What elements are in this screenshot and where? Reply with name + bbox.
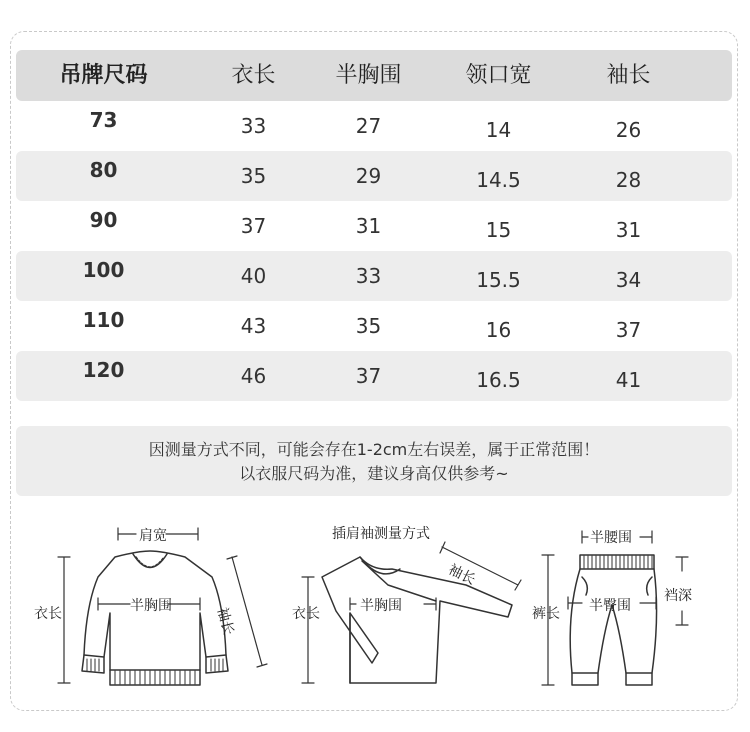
cell-length: 40 [240, 264, 267, 288]
header-collar: 领口宽 [465, 63, 532, 88]
cell-sleeve: 31 [615, 218, 642, 242]
table-row [16, 351, 732, 401]
cell-length: 35 [240, 164, 267, 188]
cell-sleeve: 28 [615, 168, 642, 192]
size-table [16, 50, 732, 401]
table-row [16, 301, 732, 351]
table-row [16, 151, 732, 201]
header-chest: 半胸围 [335, 63, 402, 88]
cell-length: 46 [240, 364, 267, 388]
header-length: 衣长 [231, 63, 276, 88]
cell-chest: 29 [355, 164, 382, 188]
note-line-2: 以衣服尺码为准，建议身高仅供参考~ [239, 464, 509, 483]
cell-length: 33 [240, 114, 267, 138]
cell-collar: 15.5 [476, 268, 521, 292]
cell-collar: 14 [485, 118, 512, 142]
raglan-chest-label: 半胸围 [360, 598, 402, 614]
thigh-label: 半臀围 [589, 598, 631, 614]
cell-size: 73 [89, 108, 118, 132]
table-row [16, 201, 732, 251]
raglan-length-label: 衣长 [292, 606, 320, 622]
raglan-shirt-icon [322, 557, 512, 683]
cell-chest: 35 [355, 314, 382, 338]
cell-length: 43 [240, 314, 267, 338]
cell-size: 100 [82, 258, 125, 282]
note-line-1: 因测量方式不同，可能会存在1-2cm左右误差，属于正常范围！ [148, 440, 600, 459]
waist-label: 半腰围 [590, 530, 632, 546]
cell-sleeve: 34 [615, 268, 642, 292]
cell-chest: 31 [355, 214, 382, 238]
raglan-title: 插肩袖测量方式 [332, 526, 430, 542]
pants-length-label: 裤长 [532, 606, 560, 622]
cell-size: 120 [82, 358, 125, 382]
sweater-chest-label: 半胸围 [130, 598, 172, 614]
cell-sleeve: 37 [615, 318, 642, 342]
cell-length: 37 [240, 214, 267, 238]
sweater-length-label: 衣长 [34, 606, 62, 622]
cell-sleeve: 26 [615, 118, 642, 142]
cell-chest: 37 [355, 364, 382, 388]
pants-icon [570, 555, 656, 685]
cell-size: 80 [89, 158, 118, 182]
cell-chest: 33 [355, 264, 382, 288]
cell-collar: 16 [485, 318, 512, 342]
cell-chest: 27 [355, 114, 382, 138]
measurement-note [16, 426, 732, 496]
sweater-sleeve-label: 袖长 [213, 605, 237, 637]
header-sleeve: 袖长 [606, 63, 651, 88]
cell-size: 90 [89, 208, 118, 232]
raglan-sleeve-label: 袖长 [445, 561, 478, 589]
cell-size: 110 [82, 308, 125, 332]
cell-sleeve: 41 [615, 368, 642, 392]
sweater-icon [82, 551, 228, 685]
header-size: 吊牌尺码 [59, 63, 148, 88]
measurement-diagrams [0, 505, 750, 705]
cell-collar: 15 [485, 218, 512, 242]
shoulder-label: 肩宽 [139, 528, 167, 544]
table-row [16, 101, 732, 151]
rise-label: 裆深 [664, 588, 692, 604]
table-header [16, 50, 732, 101]
cell-collar: 14.5 [476, 168, 521, 192]
table-row [16, 251, 732, 301]
cell-collar: 16.5 [476, 368, 521, 392]
